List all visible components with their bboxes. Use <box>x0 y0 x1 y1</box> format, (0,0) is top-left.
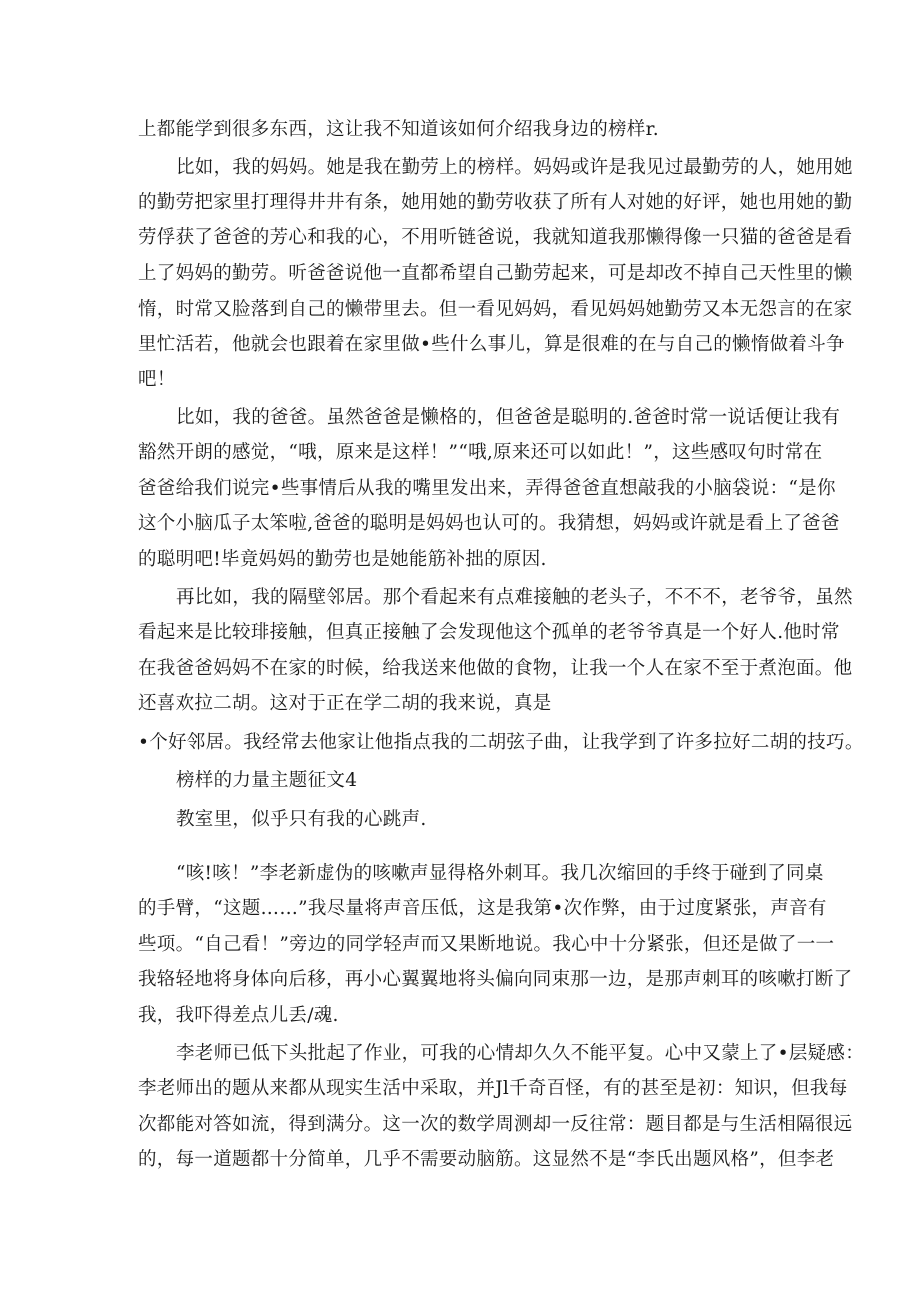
text-line: 在我爸爸妈妈不在家的时候，给我送来他做的食物，让我一个人在家不至于煮泡面。他 <box>138 658 853 679</box>
text-line: 劳俘获了爸爸的芳心和我的心，不用听链爸说，我就知道我那懒得像一只猫的爸爸是看 <box>138 227 853 248</box>
text-line: 爸爸给我们说完•些事情后从我的嘴里发出来，弄得爸爸直想敲我的小脑袋说：“是你 <box>138 478 836 499</box>
text-line: •个好邻居。我经常去他家让他指点我的二胡弦子曲，让我学到了许多拉好二胡的技巧。 <box>138 732 864 753</box>
text-line: 上了妈妈的勤劳。听爸爸说他一直都希望自己勤劳起来，可是却改不掉自己天性里的懒 <box>138 263 853 284</box>
text-line: 豁然开朗的感觉，“哦，原来是这样！”“哦,原来还可以如此！”，这些感叹句时常在 <box>138 442 823 463</box>
text-line: 次都能对答如流，得到满分。这一次的数学周测却一反往常：题目都是与生活相隔很远 <box>138 1114 853 1135</box>
section-heading: 榜样的力量主题征文4 <box>176 770 358 791</box>
paragraph-start-line: 教室里，似乎只有我的心跳声. <box>176 809 427 830</box>
text-line: 还喜欢拉二胡。这对于正在学二胡的我来说，真是 <box>138 693 552 714</box>
text-line: 我辂轻地将身体向后移，再小心翼翼地将头偏向同束那一边，是那声刺耳的咳嗽打断了 <box>138 969 853 990</box>
text-line: 吧！ <box>138 369 176 390</box>
paragraph-start-line: 比如，我的妈妈。她是我在勤劳上的榜样。妈妈或许是我见过最勤劳的人，她用她 <box>176 157 853 178</box>
paragraph-start-line: 比如，我的爸爸。虽然爸爸是懒格的，但爸爸是聪明的.爸爸时常一说话便让我有 <box>176 407 841 428</box>
text-line: 的手臂，“这题……”我尽量将声音压低，这是我第•次作弊，由于过度紧张，声音有 <box>138 898 827 919</box>
text-line: 的勤劳把家里打理得井井有条，她用她的勤劳收获了所有人对她的好评，她也用她的勤 <box>138 192 853 213</box>
text-line: 上都能学到很多东西，这让我不知道该如何介绍我身边的榜样r. <box>138 119 659 140</box>
text-line: 李老师出的题从来都从现实生活中采取，并Jl千奇百怪，有的甚至是初：知识，但我每 <box>138 1078 848 1099</box>
text-line: 看起来是比较琲接触，但真正接触了会发现他这个孤单的老爷爷真是一个好人.他时常 <box>138 622 840 643</box>
paragraph-start-line: 李老师已低下头批起了作业，可我的心情却久久不能平复。心中又蒙上了•层疑感： <box>176 1043 865 1064</box>
text-line: 我，我吓得差点儿丢/魂. <box>138 1005 339 1026</box>
text-line: 这个小脑瓜子太笨啦,爸爸的聪明是妈妈也认可的。我猜想，妈妈或许就是看上了爸爸 <box>138 513 840 534</box>
paragraph-start-line: 再比如，我的隔壁邻居。那个看起来有点难接触的老头子，不不不，老爷爷，虽然 <box>176 587 853 608</box>
paragraph-start-line: “咳!咳！”李老新虚伪的咳嗽声显得格外刺耳。我几次缩回的手终于碰到了同桌 <box>176 863 824 884</box>
text-line: 惰，时常又脸落到自己的懒带里去。但一看见妈妈，看见妈妈她勤劳又本无怨言的在家 <box>138 299 853 320</box>
text-line: 些项。“自己看！”旁边的同学轻声而又果断地说。我心中十分紧张，但还是做了一一 <box>138 934 835 955</box>
text-line: 的聪明吧!毕竟妈妈的勤劳也是她能筋补拙的原因. <box>138 549 547 570</box>
text-line: 里忙活若，他就会也跟着在家里做•些什么事儿，算是很难的在与自己的懒惰做着斗争 <box>138 334 845 355</box>
text-line: 的，每一道题都十分简单，几乎不需要动脑筋。这显然不是“李氏出题风格”，但李老 <box>138 1149 835 1170</box>
